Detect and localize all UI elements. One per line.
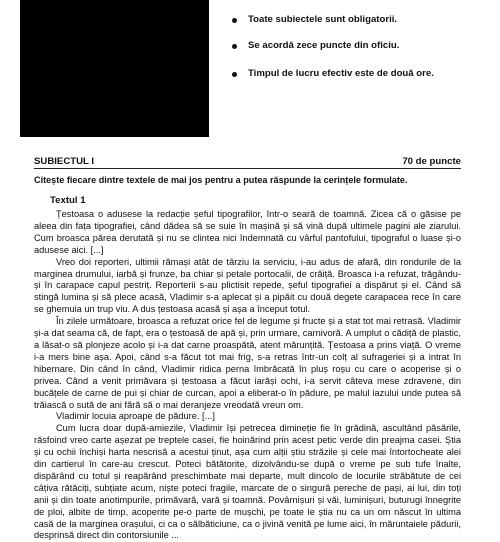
section-header: [34, 156, 461, 169]
section-title: SUBIECTUL I: [34, 156, 95, 167]
rule-item: [232, 68, 434, 79]
exam-rules-list: [232, 14, 434, 94]
bullet-icon: [232, 72, 237, 77]
paragraph: Vreo doi reporteri, ultimii rămași atât de târziu la serviciu, i-au adus de afară, din rondurile de la marginea drumului, iarbă și frunze, ba chiar și petale portocalii, de crăiță. Broasca i-a refuzat, trăgându-și în carapace capul pestriț. Reporterii s-au plictisit repede, șeful tipografiei a dispărut și el. Când să stingă lumina și să plece acasă, Vladimir s-a aplecat și a pipăit cu două degete carapacea rece în care se ghemuia un trup viu. A dus țestoasa acasă și așa a început totul.: [34, 256, 461, 315]
instruction-text: Citește fiecare dintre textele de mai jos pentru a putea răspunde la cerințele formulate.: [34, 175, 408, 185]
rule-item: [232, 14, 434, 25]
paragraph: Cum lucra doar după-amiezile, Vladimir își petrecea dimineție fie în grădină, ascultând păsările, răsfoind vreo carte așezat pe treptele casei, fie hoinărind prin acest petic verde din preajma casei. Știa și cu ochii închiși harta nescrisă a acestui ținut, așa cum alții știu străzile și cele mai întortocheate alei din cartierul în care-au crescut. Poteci bătătorite, dizolvându-se după o vreme pe sub tufe înalte, dispărând cu totul și reapărând preschimbate mai departe, mult dincolo de locurile străbătute de cei câțiva rătăciți, subțiate acum, niște poteci fragile, marcate de o singură pereche de pași, ai lui, din toți anii și din toate anotimpurile, primăvară, vară și toamnă. Povârnișuri și văi, luminișuri, buturugi înnegrite de ploi, albite de timp, acoperite pe-o parte de mușchi, pe toate le știa nu ca un om născut în ultima casă de la marginea orașului, ci ca o sălbăticiune, ca o jivină venită pe lume aici, în măruntaiele pădurii, desprinsă direct din contorsiunile ...: [34, 423, 461, 541]
rule-text: Se acordă zece puncte din oficiu.: [248, 40, 400, 51]
rule-text: Toate subiectele sunt obligatorii.: [248, 14, 398, 25]
paragraph: În zilele următoare, broasca a refuzat orice fel de legume și fructe și a stat tot mai retrasă. Vladimir și-a dat seama că, de fapt, era o țestoasă de apă și, prin urmare, carnivoră. A umplut o cădiță de plastic, a lăsat-o să plonjeze acolo și i-a dat carne proaspătă, atent mărunțită. Țestoasa a prins viață. O vreme i-a mers bine așa. Apoi, când s-a făcut tot mai frig, s-a retras într-un colț al sufrageriei și a intrat în hibernare. Din când în când, Vladimir ridica perna îmbrăcată în pluș roșu cu care o acoperise și o privea. Când a venit primăvara și țestoasa a făcut iarăși ochi, i-a servit câteva mese zdravene, din bucățele de carne de pui și chiar de curcan, apoi a eliberat-o în pădure, pe malul iazului unde putea să trăiască o sută de ani fără să o mai deranjeze vreodată vreun om.: [34, 316, 461, 410]
rule-text: Timpul de lucru efectiv este de două ore.: [248, 68, 434, 79]
rule-item: [232, 40, 434, 51]
text-title: Textul 1: [50, 195, 86, 206]
bullet-icon: [232, 18, 237, 23]
text-body: [34, 209, 461, 542]
redacted-header-block: [20, 0, 209, 137]
paragraph: Vladimir locuia aproape de pădure. [...]: [56, 411, 215, 422]
section-points: 70 de puncte: [402, 156, 461, 167]
paragraph: Țestoasa o adusese la redacție șeful tipografilor, într-o seară de toamnă. Zicea că o găsise pe aleea din fața tipografiei, când dădea să se suie în mașină și să vină după ultimele pagini ale ziarului. Cum broasca părea derutată și nu se clintea nici îndemnată cu vârful pantofului, tipograful o luase și-o adusese aici. [...]: [34, 209, 461, 255]
bullet-icon: [232, 44, 237, 49]
